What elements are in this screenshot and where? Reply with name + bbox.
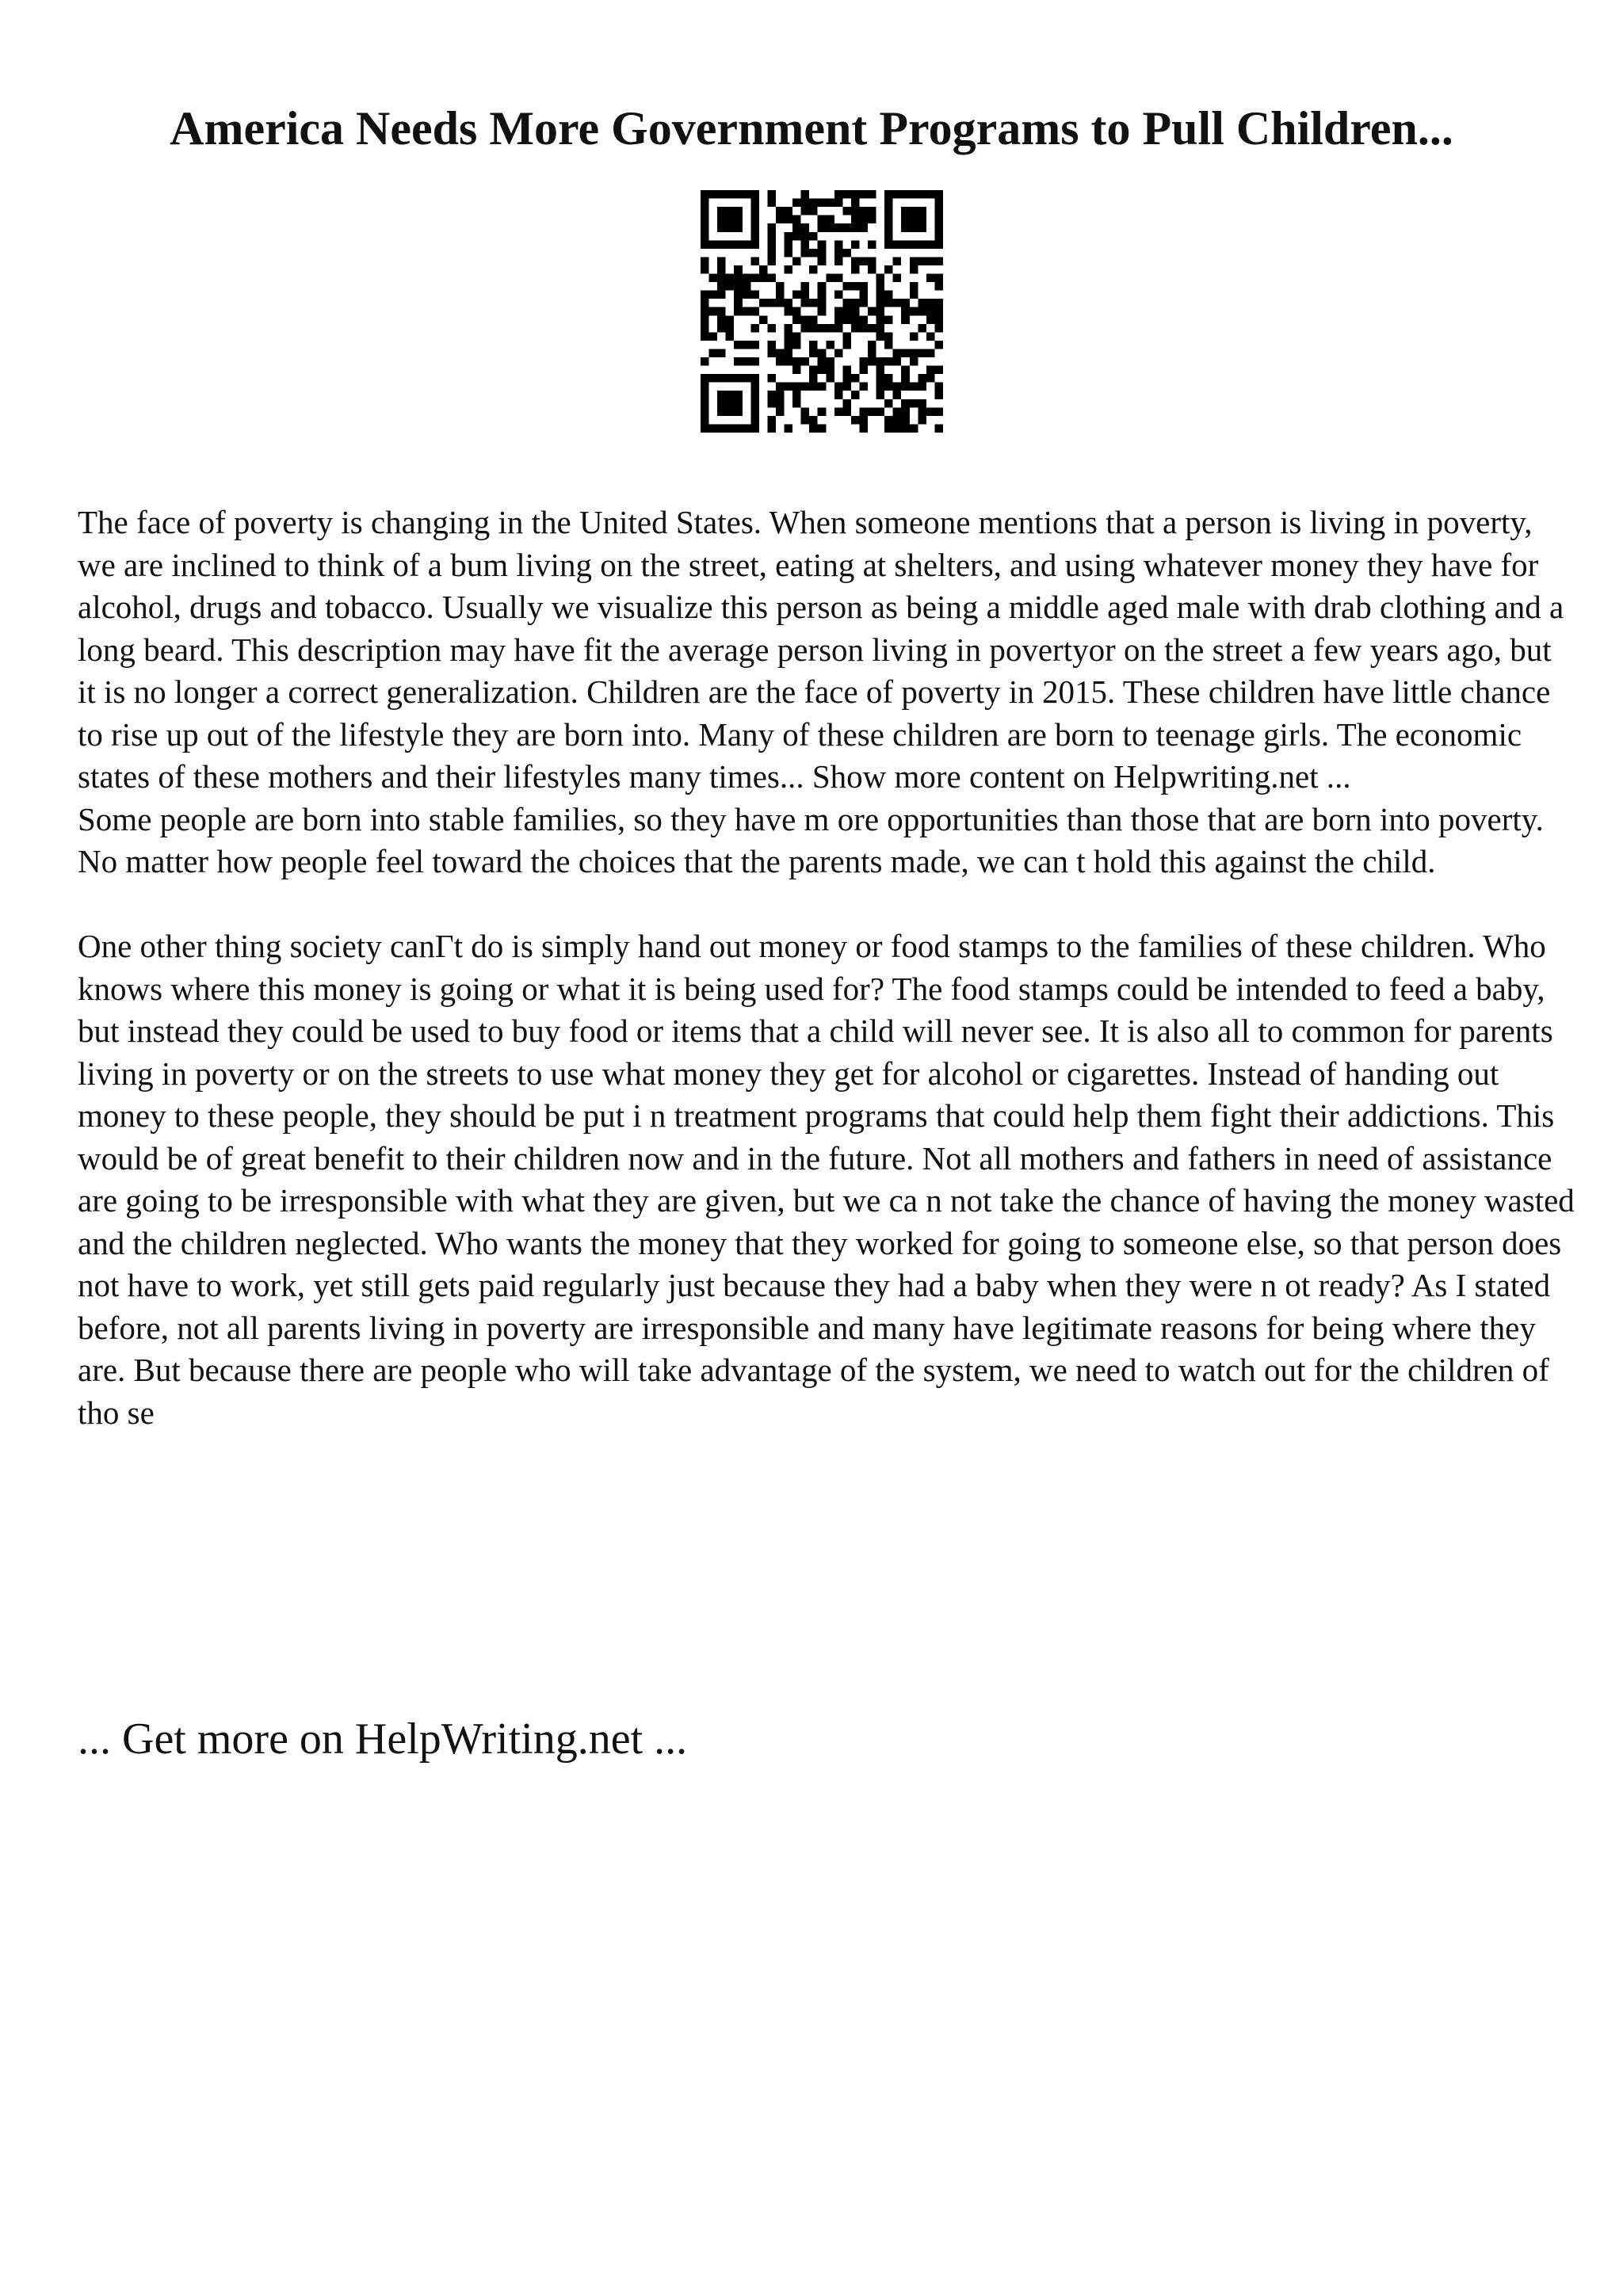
paragraph-food-stamps: One other thing society canΓt do is simply hand out money or food stamps to the families of these children. Who knows where this money is going or what it is being used for? The food stamps could be intended to feed a baby, but instead they could be used to buy food or items that a child will never see. It is also all to common for parents living in poverty or on the streets to use what money they get for alcohol or cigarettes. Instead of handing out money to these people, they should be put i n treatment programs that could help them fight their addictions. This would be of great benefit to their children now and in the future. Not all mothers and fathers in need of assistance are going to be irresponsible with what they are given, but we ca n not take the chance of having the money wasted and the children neglected. Who wants the money that they worked for going to someone else, so that person does not have to work, yet still gets paid regularly just because they had a baby when they were n ot ready? As I stated before, not all parents living in poverty are irresponsible and many have legitimate reasons for being where they are. But because there are people who will take advantage of the system, we need to watch out for the children of tho se — [78, 928, 1575, 1431]
get-more-link[interactable]: ... Get more on HelpWriting.net ... — [78, 1714, 688, 1764]
qr-code-icon[interactable] — [701, 190, 943, 433]
document-body — [78, 502, 1575, 1434]
paragraph-intro: The face of poverty is changing in the United States. When someone mentions that a person is living in poverty, we are inclined to think of a bum living on the street, eating at shelters, and using whatever money they have for alcohol, drugs and tobacco. Usually we visualize this person as being a middle aged male with drab clothing and a long beard. This description may have fit the average person living in povertyor on the street a few years ago, but it is no longer a correct generalization. Children are the face of poverty in 2015. These children have little chance to rise up out of the lifestyle they are born into. Many of these children are born to teenage girls. The economic states of these mothers and their lifestyles many times... Show more content on Helpwriting.net ... — [78, 504, 1564, 795]
paragraph-stable-families: Some people are born into stable families, so they have m ore opportunities than those that are born into poverty. No matter how people feel toward the choices that the parents made, we can t hold this against the child. — [78, 800, 1544, 879]
document-title: America Needs More Government Programs to Pull Children... — [170, 102, 1453, 154]
